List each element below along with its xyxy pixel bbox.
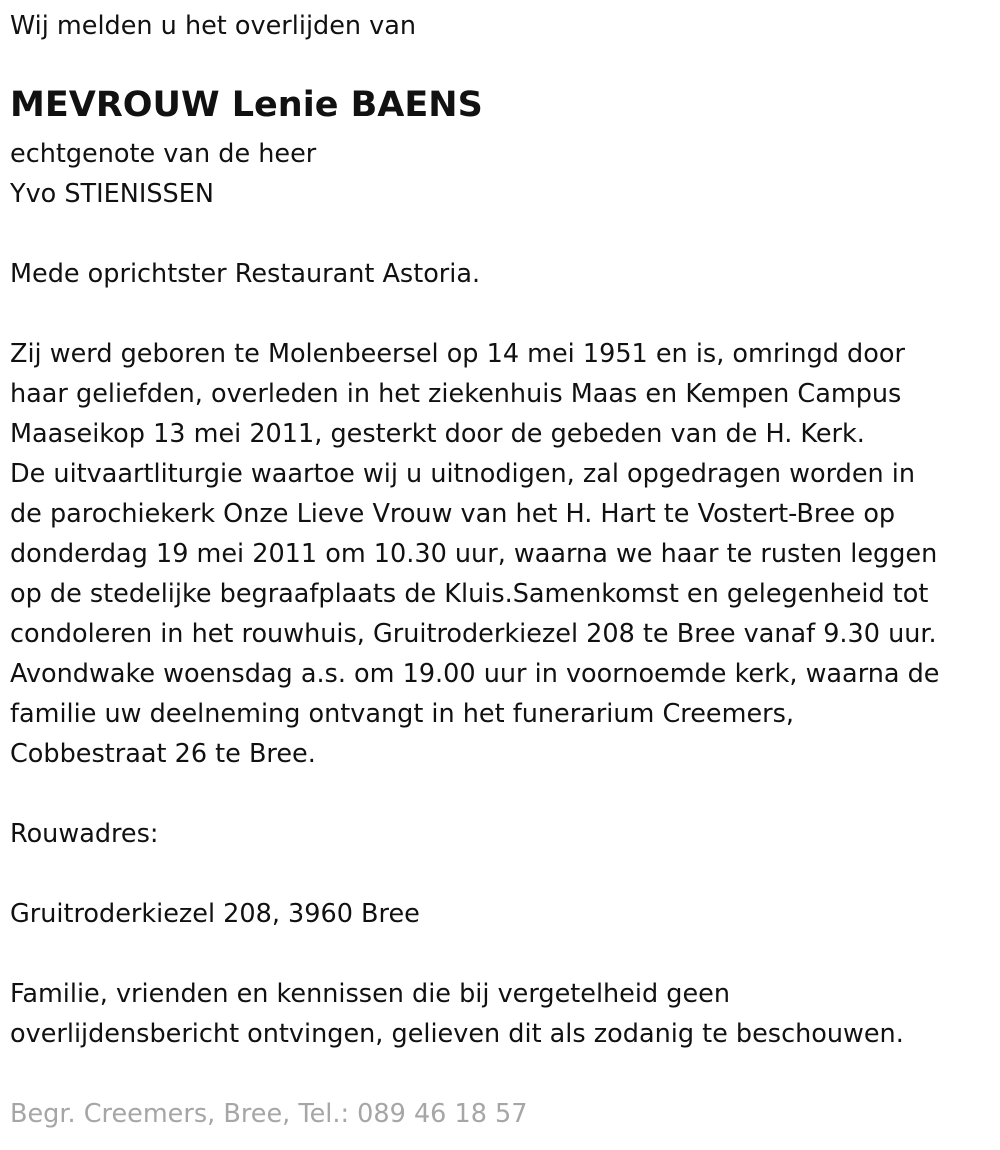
deceased-name: MEVROUW Lenie BAENS	[10, 85, 483, 125]
body-line: De uitvaartliturgie waartoe wij u uitnodigen, zal opgedragen worden in	[10, 459, 916, 489]
closing-line: Familie, vrienden en kennissen die bij vergetelheid geen	[10, 979, 730, 1009]
founder-text: Mede oprichtster Restaurant Astoria.	[10, 259, 481, 289]
rouwadres-address: Gruitroderkiezel 208, 3960 Bree	[10, 899, 420, 929]
spouse-block	[10, 134, 316, 214]
body-line: Maaseikop 13 mei 2011, gesterkt door de gebeden van de H. Kerk.	[10, 419, 865, 449]
body-line: donderdag 19 mei 2011 om 10.30 uur, waarna we haar te rusten leggen	[10, 539, 938, 569]
body-line: de parochiekerk Onze Lieve Vrouw van het H. Hart te Vostert-Bree op	[10, 499, 896, 529]
body-line: Cobbestraat 26 te Bree.	[10, 739, 316, 769]
funeral-home-footer: Begr. Creemers, Bree, Tel.: 089 46 18 57	[10, 1099, 528, 1129]
body-line: familie uw deelneming ontvangt in het funerarium Creemers,	[10, 699, 795, 729]
spouse-line: echtgenote van de heer	[10, 139, 317, 169]
body-line: condoleren in het rouwhuis, Gruitroderkiezel 208 te Bree vanaf 9.30 uur.	[10, 619, 937, 649]
body-paragraph	[10, 334, 940, 774]
intro-text: Wij melden u het overlijden van	[10, 11, 417, 41]
body-line: op de stedelijke begraafplaats de Kluis.Samenkomst en gelegenheid tot	[10, 579, 929, 609]
closing-paragraph	[10, 974, 904, 1054]
body-line: haar geliefden, overleden in het ziekenhuis Maas en Kempen Campus	[10, 379, 902, 409]
body-line: Avondwake woensdag a.s. om 19.00 uur in voornoemde kerk, waarna de	[10, 659, 940, 689]
closing-line: overlijdensbericht ontvingen, gelieven dit als zodanig te beschouwen.	[10, 1019, 904, 1049]
spouse-name: Yvo STIENISSEN	[10, 179, 214, 209]
body-line: Zij werd geboren te Molenbeersel op 14 mei 1951 en is, omringd door	[10, 339, 905, 369]
rouwadres-label: Rouwadres:	[10, 819, 159, 849]
